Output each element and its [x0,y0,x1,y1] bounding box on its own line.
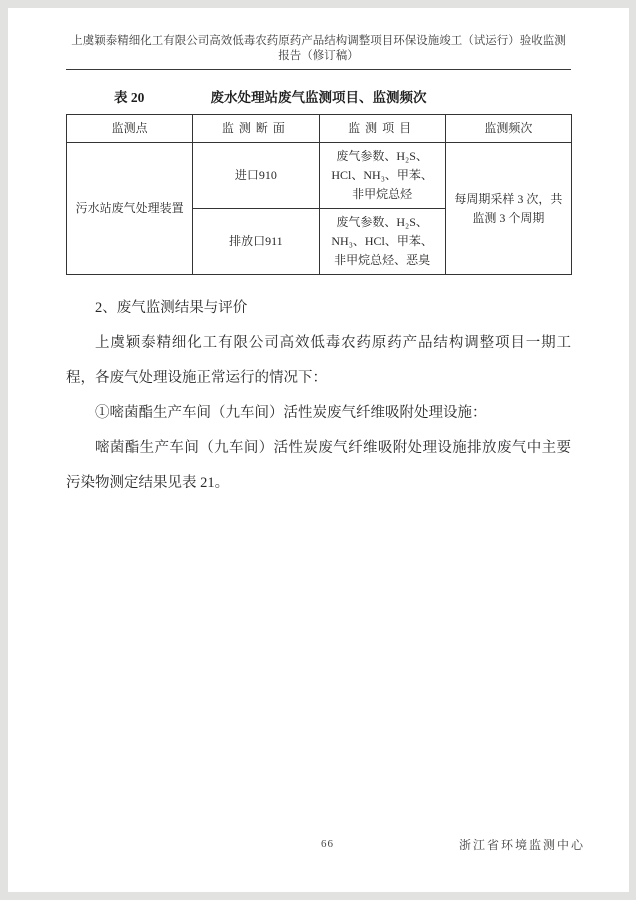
cell-items-outlet: 废气参数、H₂S、NH₃、HCl、甲苯、非甲烷总烃、恶臭 [319,209,445,275]
col-header-monitor-point: 监测点 [67,115,193,143]
document-header-title: 上虞颖泰精细化工有限公司高效低毒农药原药产品结构调整项目环保设施竣工（试运行）验收监测报告（修订稿） [66,34,571,70]
col-header-monitor-frequency: 监测频次 [445,115,571,143]
paragraph-result: 嘧菌酯生产车间（九车间）活性炭废气纤维吸附处理设施排放废气中主要污染物测定结果见表 21。 [66,440,571,491]
paragraph-project: 上虞颖泰精细化工有限公司高效低毒农药原药产品结构调整项目一期工程，各废气处理设施正常运行的情况下： [66,335,571,386]
document-footer [66,838,589,850]
cell-section-outlet: 排放口911 [193,209,319,275]
cell-frequency: 每周期采样 3 次，共监测 3 个周期 [445,143,571,275]
table-caption [66,86,571,106]
table-number-label: 表 20 [114,90,145,105]
monitoring-table [66,114,572,275]
table-title: 废水处理站废气监测项目、监测频次 [210,90,427,105]
col-header-monitor-items: 监测项目 [319,115,445,143]
cell-items-inlet: 废气参数、H₂S、HCl、NH₃、甲苯、非甲烷总烃 [319,143,445,209]
table-row [67,143,572,209]
cell-section-inlet: 进口910 [193,143,319,209]
cell-monitor-point: 污水站废气处理装置 [67,143,193,275]
body-text-block [66,291,571,501]
col-header-monitor-section: 监测断面 [193,115,319,143]
paragraph-item1: ①嘧菌酯生产车间（九车间）活性炭废气纤维吸附处理设施： [95,405,487,421]
page-number: 66 [321,838,334,850]
paper-sheet [8,8,629,892]
table-header-row [67,115,572,143]
footer-organization: 浙江省环境监测中心 [458,838,585,852]
section-heading: 2、废气监测结果与评价 [95,300,248,316]
